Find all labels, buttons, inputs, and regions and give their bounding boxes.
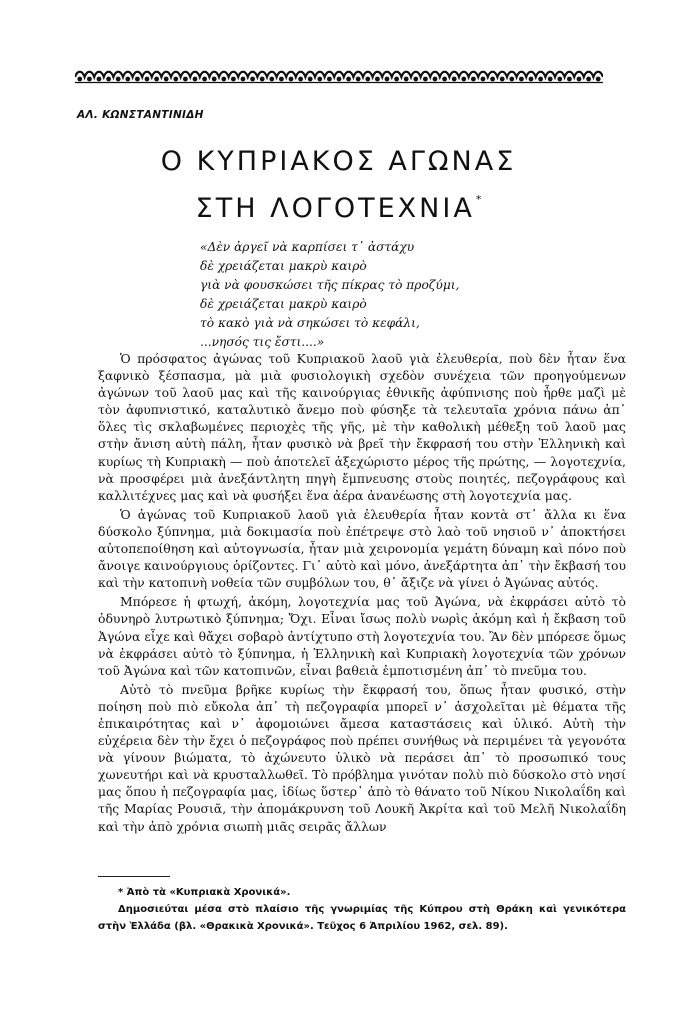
epigraph-poem [200, 238, 459, 353]
footnote-publication: Δημοσιεύται μέσα στὸ πλαίσιο τῆς γνωριμίας τῆς Κύπρου στὴ Θράκη καὶ γενικότερα στὴν Ἑλλάδα (βλ. «Θρακικὰ Χρονικά». Τεῦχος 6 Ἀπριλίου 1962, σελ. 89). [98, 904, 626, 932]
article-body [98, 350, 626, 837]
epigraph-line: ...νησός τις ἔστι....» [200, 335, 325, 350]
body-paragraph: Μπόρεσε ἡ φτωχή, ἀκόμη, λογοτεχνία μας τοῦ Ἀγώνα, νὰ ἐκφράσει αὐτὸ τὸ ὀδυνηρὸ λυτρωτικὸ ξύπνημα; Ὄχι. Εἶναι ἴσως πολὺ νωρὶς ἀκόμη καὶ ἡ ἔκβαση τοῦ Ἀγώνα εἶχε καὶ θἄχει σοβαρὸ ἀντίχτυπο στὴ λογοτεχνία του. Ἂν δὲν μπόρεσε ὅμως νὰ ἐκφράσει αὐτὸ τὸ ξύπνημα, ἡ Ἑλληνικὴ καὶ Κυπριακὴ λογοτεχνία τῶν χρόνων τοῦ Ἀγώνα καὶ τῶν κατοπινῶν, εἶναι βαθειὰ ἐμποτισμένη ἀπ᾿ τὸ πνεῦμα του. [98, 594, 626, 678]
article-title-line-2: ΣΤΗ ΛΟΓΟΤΕΧΝΙΑ* [195, 193, 482, 224]
body-paragraph: Αὐτὸ τὸ πνεῦμα βρῆκε κυρίως τὴν ἔκφρασή του, ὅπως ἦταν φυσικό, στὴν ποίηση ποὺ πιὸ εὔκολα ἀπ᾿ τὴ πεζογραφία μπορεῖ ν᾿ ἀσχολεῖται μὲ θέματα τῆς ἐπικαιρότητας καὶ ν᾿ ἀφομοιώνει ἄμεσα καταστάσεις καὶ ὑλικό. Αὐτὴ τὴν εὐχέρεια δὲν τὴν ἔχει ὁ πεζογράφος ποὺ πρέπει συνήθως νὰ περιμένει τὰ γεγονότα νὰ γίνουν βιώματα, τὸ ἀχώνευτο ὑλικὸ νὰ περάσει ἀπ᾿ τὸ προσωπικό τους χωνευτήρι καὶ νὰ κρυσταλλωθεῖ. Τὸ πρόβλημα γινόταν πολὺ πιὸ δύσκολο στὸ νησί μας ὅπου ἡ πεζογραφία μας, ἰδίως ὕστερ᾿ ἀπὸ τὸ θάνατο τοῦ Νίκου Νικολαΐδη καὶ τῆς Μαρίας Ρουσιᾶ, τὴν ἀπομάκρυνση τοῦ Λουκῆ Ἀκρίτα καὶ τοῦ Μελῆ Νικολαΐδη καὶ τὴν ἀπὸ χρόνια σιωπὴ μιᾶς σειρᾶς ἄλλων [98, 681, 626, 834]
footnotes [98, 884, 626, 935]
footnote-separator [98, 876, 170, 877]
body-paragraph: Ὁ πρόσφατος ἀγώνας τοῦ Κυπριακοῦ λαοῦ γιὰ ἐλευθερία, ποὺ δὲν ἦταν ἕνα ξαφνικὸ ξέσπασμα, μὰ μιὰ φυσιολογικὴ σχεδὸν συνέχεια τῶν προηγούμενων ἀγώνων τοῦ λαοῦ μας καὶ τῆς καινούργιας ἐθνικῆς ἀφύπνισης ποὺ ἦρθε μαζὶ μὲ τὸν ἀφυπνιστικό, καταλυτικὸ ἄνεμο ποὺ φύσηξε τὰ τελευταῖα χρόνια πάνω ἀπ᾿ ὅλες τὶς σκλαβωμένες περιοχὲς τῆς γῆς, μὲ τὴν καθολικὴ μέθεξη τοῦ λαοῦ μας στὴν ἄνιση αὐτὴ πάλη, ἦταν φυσικὸ νὰ βρεῖ τὴν ἔκφρασή του στὴν Ἑλληνικὴ καὶ κυρίως τὴ Κυπριακὴ — ποὺ ἀποτελεῖ ἀξεχώριστο μέρος τῆς πρώτης, — λογοτεχνία, νὰ προσφέρει μιὰ ἀνεξάντλητη πηγὴ ἔμπνευσης στοὺς ποιητές, πεζογράφους καὶ καλλιτέχνες μας καὶ νὰ φυσήξει ἕνα ἀέρα ἀνανέωσης στὴ λογοτεχνία μας. [98, 351, 626, 503]
epigraph-line: δὲ χρειάζεται μακρὺ καιρὸ [200, 297, 367, 312]
title-footnote-mark: * [475, 193, 482, 206]
epigraph-line: γιὰ νὰ φουσκώσει τῆς πίκρας τὸ προζύμι, [200, 278, 460, 293]
epigraph-line: τὸ κακὸ γιὰ νὰ σηκώσει τὸ κεφάλι, [200, 316, 420, 331]
article-title-line-1: Ο ΚΥΠΡΙΑΚΟΣ ΑΓΩΝΑΣ [160, 146, 517, 177]
epigraph-line: δὲ χρειάζεται μακρὺ καιρὸ [200, 259, 367, 274]
article-author: ΑΛ. ΚΩΝΣΤΑΝΤΙΝΙΔΗ [77, 109, 204, 121]
body-paragraph: Ὁ ἀγώνας τοῦ Κυπριακοῦ λαοῦ γιὰ ἐλευθερία ἦταν κοντὰ στ᾿ ἄλλα κι ἕνα δύσκολο ξύπνημα, μιὰ δοκιμασία ποὺ ἐπέτρεψε στὸ λαὸ τοῦ νησιοῦ ν᾿ ἀποκτήσει αὐτοπεποίθηση καὶ αὐτογνωσία, ἦταν μιὰ χειρονομία γεμάτη δύναμη καὶ πόνο ποὺ ἄνοιγε καινούργιους ὁρίζοντες. Γι᾿ αὐτὸ καὶ μόνο, ἀνεξάρτητα ἀπ᾿ τὴν ἔκβασή του καὶ τὴν κατοπινὴ νοθεία τῶν συμβόλων του, θ᾿ ἄξιζε νὰ γίνει ὁ Ἀγώνας αὐτός. [98, 506, 626, 591]
footnote-source: * Ἀπὸ τὰ «Κυπριακὰ Χρονικά». [118, 887, 291, 898]
epigraph-line: «Δὲν ἀργεῖ νὰ καρπίσει τ᾿ ἀστάχυ [200, 240, 415, 254]
decorative-border-ornament [75, 70, 603, 84]
